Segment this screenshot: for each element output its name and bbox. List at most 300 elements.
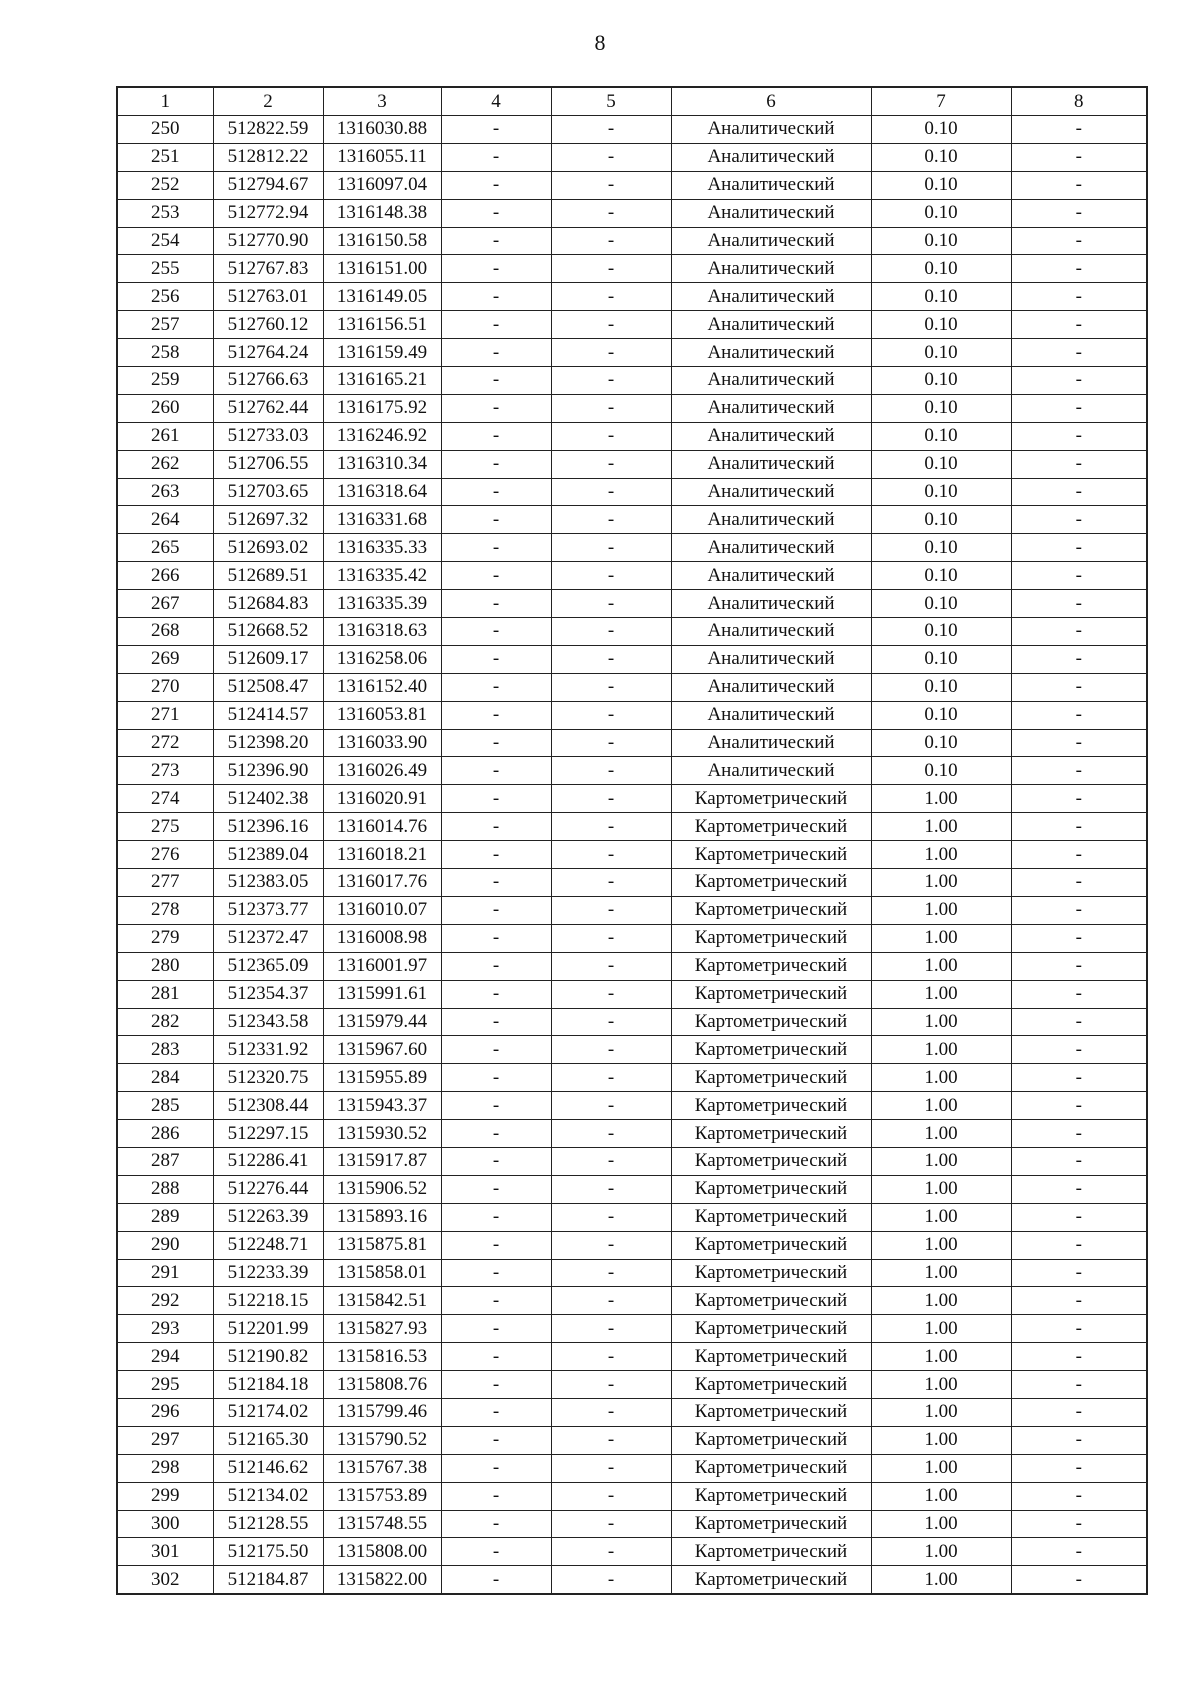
table-cell-col-6: Картометрический — [671, 1398, 871, 1426]
table-cell-col-3: 1316175.92 — [323, 394, 441, 422]
table-cell-col-1: 250 — [117, 116, 213, 144]
table-cell-col-3: 1316335.42 — [323, 562, 441, 590]
table-cell-col-3: 1316001.97 — [323, 952, 441, 980]
table-cell-col-2: 512373.77 — [213, 896, 323, 924]
table-cell-col-6: Картометрический — [671, 952, 871, 980]
table-cell-col-4: - — [441, 394, 551, 422]
table-cell-col-7: 1.00 — [871, 1120, 1011, 1148]
table-row — [117, 562, 1147, 590]
table-cell-col-5: - — [551, 1343, 671, 1371]
table-cell-col-8: - — [1011, 422, 1147, 450]
column-header-3: 3 — [323, 87, 441, 116]
table-cell-col-2: 512396.16 — [213, 813, 323, 841]
table-cell-col-3: 1315799.46 — [323, 1398, 441, 1426]
table-row — [117, 1259, 1147, 1287]
table-row — [117, 478, 1147, 506]
table-cell-col-5: - — [551, 785, 671, 813]
table-cell-col-8: - — [1011, 1510, 1147, 1538]
table-row — [117, 1398, 1147, 1426]
table-cell-col-7: 1.00 — [871, 1454, 1011, 1482]
table-row — [117, 1482, 1147, 1510]
table-cell-col-2: 512248.71 — [213, 1231, 323, 1259]
table-cell-col-3: 1316053.81 — [323, 701, 441, 729]
table-cell-col-8: - — [1011, 478, 1147, 506]
table-row — [117, 952, 1147, 980]
table-cell-col-6: Аналитический — [671, 562, 871, 590]
table-cell-col-5: - — [551, 255, 671, 283]
table-cell-col-4: - — [441, 199, 551, 227]
table-cell-col-4: - — [441, 813, 551, 841]
table-cell-col-8: - — [1011, 701, 1147, 729]
table-cell-col-7: 1.00 — [871, 924, 1011, 952]
table-cell-col-2: 512383.05 — [213, 869, 323, 897]
page-number: 8 — [594, 30, 606, 55]
table-cell-col-7: 1.00 — [871, 1482, 1011, 1510]
table-cell-col-8: - — [1011, 1203, 1147, 1231]
table-cell-col-4: - — [441, 1147, 551, 1175]
table-cell-col-8: - — [1011, 952, 1147, 980]
table-cell-col-8: - — [1011, 1231, 1147, 1259]
table-cell-col-1: 255 — [117, 255, 213, 283]
table-row — [117, 171, 1147, 199]
table-row — [117, 924, 1147, 952]
table-cell-col-4: - — [441, 506, 551, 534]
table-cell-col-7: 0.10 — [871, 283, 1011, 311]
table-cell-col-6: Картометрический — [671, 1147, 871, 1175]
coordinates-table — [116, 86, 1148, 1595]
table-cell-col-4: - — [441, 1454, 551, 1482]
table-cell-col-1: 285 — [117, 1092, 213, 1120]
table-cell-col-2: 512760.12 — [213, 311, 323, 339]
table-cell-col-4: - — [441, 255, 551, 283]
table-cell-col-1: 295 — [117, 1371, 213, 1399]
table-row — [117, 813, 1147, 841]
table-cell-col-3: 1316331.68 — [323, 506, 441, 534]
table-cell-col-3: 1315967.60 — [323, 1036, 441, 1064]
table-cell-col-6: Картометрический — [671, 1482, 871, 1510]
table-cell-col-2: 512286.41 — [213, 1147, 323, 1175]
table-cell-col-5: - — [551, 841, 671, 869]
table-cell-col-6: Картометрический — [671, 1371, 871, 1399]
table-cell-col-5: - — [551, 450, 671, 478]
table-cell-col-4: - — [441, 1231, 551, 1259]
table-cell-col-4: - — [441, 171, 551, 199]
table-row — [117, 1064, 1147, 1092]
table-cell-col-8: - — [1011, 869, 1147, 897]
table-cell-col-5: - — [551, 1064, 671, 1092]
table-cell-col-7: 1.00 — [871, 1538, 1011, 1566]
table-cell-col-2: 512706.55 — [213, 450, 323, 478]
table-cell-col-1: 258 — [117, 339, 213, 367]
table-cell-col-5: - — [551, 283, 671, 311]
table-cell-col-7: 1.00 — [871, 1510, 1011, 1538]
table-cell-col-8: - — [1011, 311, 1147, 339]
table-cell-col-5: - — [551, 1092, 671, 1120]
table-cell-col-4: - — [441, 116, 551, 144]
table-cell-col-4: - — [441, 283, 551, 311]
table-cell-col-1: 276 — [117, 841, 213, 869]
table-cell-col-3: 1316020.91 — [323, 785, 441, 813]
table-cell-col-7: 1.00 — [871, 1203, 1011, 1231]
table-cell-col-5: - — [551, 227, 671, 255]
table-cell-col-8: - — [1011, 562, 1147, 590]
table-cell-col-4: - — [441, 673, 551, 701]
table-cell-col-5: - — [551, 478, 671, 506]
table-row — [117, 645, 1147, 673]
table-cell-col-4: - — [441, 1482, 551, 1510]
table-cell-col-3: 1315930.52 — [323, 1120, 441, 1148]
table-row — [117, 116, 1147, 144]
table-cell-col-8: - — [1011, 283, 1147, 311]
table-cell-col-5: - — [551, 813, 671, 841]
table-cell-col-1: 261 — [117, 422, 213, 450]
table-cell-col-7: 1.00 — [871, 896, 1011, 924]
table-cell-col-2: 512697.32 — [213, 506, 323, 534]
table-cell-col-5: - — [551, 506, 671, 534]
table-cell-col-6: Картометрический — [671, 1315, 871, 1343]
table-cell-col-1: 270 — [117, 673, 213, 701]
table-cell-col-6: Картометрический — [671, 1120, 871, 1148]
table-cell-col-2: 512763.01 — [213, 283, 323, 311]
table-cell-col-5: - — [551, 952, 671, 980]
table-cell-col-8: - — [1011, 450, 1147, 478]
table-cell-col-7: 1.00 — [871, 1036, 1011, 1064]
table-cell-col-7: 1.00 — [871, 1231, 1011, 1259]
table-cell-col-5: - — [551, 729, 671, 757]
table-cell-col-4: - — [441, 1120, 551, 1148]
table-cell-col-3: 1316318.63 — [323, 618, 441, 646]
table-cell-col-3: 1316026.49 — [323, 757, 441, 785]
table-cell-col-4: - — [441, 227, 551, 255]
table-row — [117, 785, 1147, 813]
column-header-2: 2 — [213, 87, 323, 116]
table-cell-col-6: Картометрический — [671, 1566, 871, 1594]
table-cell-col-7: 1.00 — [871, 1147, 1011, 1175]
table-cell-col-6: Аналитический — [671, 255, 871, 283]
table-cell-col-3: 1316014.76 — [323, 813, 441, 841]
table-cell-col-4: - — [441, 143, 551, 171]
table-row — [117, 1538, 1147, 1566]
table-row — [117, 1510, 1147, 1538]
table-cell-col-1: 281 — [117, 980, 213, 1008]
table-cell-col-3: 1316010.07 — [323, 896, 441, 924]
table-cell-col-7: 0.10 — [871, 171, 1011, 199]
table-cell-col-5: - — [551, 1175, 671, 1203]
table-cell-col-1: 284 — [117, 1064, 213, 1092]
table-row — [117, 367, 1147, 395]
table-cell-col-2: 512372.47 — [213, 924, 323, 952]
table-cell-col-1: 260 — [117, 394, 213, 422]
table-cell-col-7: 1.00 — [871, 980, 1011, 1008]
table-cell-col-3: 1316008.98 — [323, 924, 441, 952]
table-row — [117, 1315, 1147, 1343]
table-cell-col-8: - — [1011, 1566, 1147, 1594]
table-row — [117, 1454, 1147, 1482]
table-cell-col-7: 0.10 — [871, 367, 1011, 395]
table-cell-col-7: 0.10 — [871, 506, 1011, 534]
table-cell-col-1: 298 — [117, 1454, 213, 1482]
table-cell-col-5: - — [551, 1454, 671, 1482]
table-cell-col-6: Аналитический — [671, 394, 871, 422]
table-cell-col-1: 290 — [117, 1231, 213, 1259]
table-cell-col-5: - — [551, 701, 671, 729]
table-cell-col-1: 272 — [117, 729, 213, 757]
table-cell-col-7: 1.00 — [871, 1566, 1011, 1594]
table-cell-col-4: - — [441, 1175, 551, 1203]
table-row — [117, 199, 1147, 227]
table-cell-col-1: 299 — [117, 1482, 213, 1510]
table-cell-col-8: - — [1011, 339, 1147, 367]
column-header-1: 1 — [117, 87, 213, 116]
table-cell-col-1: 273 — [117, 757, 213, 785]
table-cell-col-2: 512767.83 — [213, 255, 323, 283]
table-cell-col-7: 0.10 — [871, 311, 1011, 339]
table-cell-col-6: Аналитический — [671, 534, 871, 562]
table-cell-col-3: 1315842.51 — [323, 1287, 441, 1315]
table-cell-col-4: - — [441, 924, 551, 952]
table-row — [117, 757, 1147, 785]
table-cell-col-3: 1315767.38 — [323, 1454, 441, 1482]
table-cell-col-7: 1.00 — [871, 1398, 1011, 1426]
table-cell-col-4: - — [441, 1371, 551, 1399]
table-row — [117, 1371, 1147, 1399]
table-cell-col-4: - — [441, 1566, 551, 1594]
table-cell-col-4: - — [441, 534, 551, 562]
table-cell-col-4: - — [441, 757, 551, 785]
table-cell-col-2: 512146.62 — [213, 1454, 323, 1482]
table-cell-col-8: - — [1011, 757, 1147, 785]
table-cell-col-3: 1316165.21 — [323, 367, 441, 395]
table-cell-col-8: - — [1011, 1538, 1147, 1566]
table-cell-col-3: 1315753.89 — [323, 1482, 441, 1510]
table-cell-col-7: 1.00 — [871, 1259, 1011, 1287]
table-cell-col-1: 259 — [117, 367, 213, 395]
table-cell-col-6: Картометрический — [671, 924, 871, 952]
table-cell-col-4: - — [441, 729, 551, 757]
table-cell-col-3: 1315808.00 — [323, 1538, 441, 1566]
table-cell-col-2: 512389.04 — [213, 841, 323, 869]
table-cell-col-8: - — [1011, 255, 1147, 283]
table-cell-col-7: 1.00 — [871, 1064, 1011, 1092]
table-cell-col-3: 1316318.64 — [323, 478, 441, 506]
table-cell-col-5: - — [551, 1259, 671, 1287]
table-cell-col-8: - — [1011, 1064, 1147, 1092]
table-cell-col-6: Аналитический — [671, 311, 871, 339]
table-cell-col-8: - — [1011, 1398, 1147, 1426]
table-cell-col-3: 1316152.40 — [323, 673, 441, 701]
table-cell-col-1: 269 — [117, 645, 213, 673]
table-cell-col-5: - — [551, 562, 671, 590]
table-cell-col-6: Аналитический — [671, 227, 871, 255]
table-cell-col-3: 1316148.38 — [323, 199, 441, 227]
table-row — [117, 1343, 1147, 1371]
table-cell-col-8: - — [1011, 1287, 1147, 1315]
table-cell-col-2: 512184.87 — [213, 1566, 323, 1594]
table-row — [117, 1092, 1147, 1120]
table-cell-col-4: - — [441, 339, 551, 367]
table-cell-col-4: - — [441, 1203, 551, 1231]
table-cell-col-8: - — [1011, 1120, 1147, 1148]
table-cell-col-1: 291 — [117, 1259, 213, 1287]
table-cell-col-6: Аналитический — [671, 506, 871, 534]
table-cell-col-5: - — [551, 1203, 671, 1231]
table-cell-col-1: 254 — [117, 227, 213, 255]
table-cell-col-6: Картометрический — [671, 1008, 871, 1036]
table-cell-col-6: Картометрический — [671, 896, 871, 924]
table-cell-col-8: - — [1011, 785, 1147, 813]
table-cell-col-6: Аналитический — [671, 673, 871, 701]
table-cell-col-6: Аналитический — [671, 422, 871, 450]
table-cell-col-6: Аналитический — [671, 339, 871, 367]
table-cell-col-6: Аналитический — [671, 283, 871, 311]
table-cell-col-8: - — [1011, 1008, 1147, 1036]
table-cell-col-3: 1315917.87 — [323, 1147, 441, 1175]
table-cell-col-4: - — [441, 841, 551, 869]
table-cell-col-6: Картометрический — [671, 1426, 871, 1454]
table-cell-col-6: Аналитический — [671, 478, 871, 506]
table-cell-col-8: - — [1011, 1482, 1147, 1510]
table-cell-col-7: 1.00 — [871, 785, 1011, 813]
table-cell-col-2: 512764.24 — [213, 339, 323, 367]
table-cell-col-5: - — [551, 171, 671, 199]
table-cell-col-4: - — [441, 311, 551, 339]
table-cell-col-1: 301 — [117, 1538, 213, 1566]
table-cell-col-7: 0.10 — [871, 645, 1011, 673]
table-cell-col-6: Аналитический — [671, 450, 871, 478]
table-cell-col-1: 292 — [117, 1287, 213, 1315]
table-cell-col-3: 1315906.52 — [323, 1175, 441, 1203]
table-cell-col-5: - — [551, 645, 671, 673]
table-cell-col-7: 0.10 — [871, 339, 1011, 367]
table-cell-col-6: Картометрический — [671, 1454, 871, 1482]
table-cell-col-2: 512320.75 — [213, 1064, 323, 1092]
table-row — [117, 283, 1147, 311]
table-cell-col-1: 286 — [117, 1120, 213, 1148]
table-row — [117, 1231, 1147, 1259]
table-cell-col-6: Картометрический — [671, 980, 871, 1008]
table-cell-col-5: - — [551, 869, 671, 897]
table-cell-col-3: 1316149.05 — [323, 283, 441, 311]
table-row — [117, 506, 1147, 534]
table-cell-col-3: 1316335.33 — [323, 534, 441, 562]
table-cell-col-3: 1316033.90 — [323, 729, 441, 757]
table-cell-col-2: 512794.67 — [213, 171, 323, 199]
table-row — [117, 255, 1147, 283]
table-cell-col-7: 0.10 — [871, 255, 1011, 283]
table-cell-col-7: 0.10 — [871, 562, 1011, 590]
table-cell-col-5: - — [551, 1371, 671, 1399]
table-cell-col-7: 1.00 — [871, 1343, 1011, 1371]
table-row — [117, 590, 1147, 618]
table-cell-col-1: 282 — [117, 1008, 213, 1036]
table-cell-col-6: Аналитический — [671, 645, 871, 673]
table-cell-col-8: - — [1011, 143, 1147, 171]
table-cell-col-6: Аналитический — [671, 171, 871, 199]
table-cell-col-6: Картометрический — [671, 1092, 871, 1120]
table-cell-col-3: 1315943.37 — [323, 1092, 441, 1120]
table-cell-col-6: Аналитический — [671, 199, 871, 227]
table-cell-col-3: 1315827.93 — [323, 1315, 441, 1343]
table-cell-col-3: 1315991.61 — [323, 980, 441, 1008]
table-row — [117, 534, 1147, 562]
table-cell-col-7: 1.00 — [871, 813, 1011, 841]
table-cell-col-5: - — [551, 1287, 671, 1315]
table-cell-col-8: - — [1011, 394, 1147, 422]
column-header-6: 6 — [671, 87, 871, 116]
table-cell-col-2: 512354.37 — [213, 980, 323, 1008]
table-cell-col-4: - — [441, 785, 551, 813]
table-cell-col-1: 256 — [117, 283, 213, 311]
table-row — [117, 422, 1147, 450]
table-cell-col-6: Аналитический — [671, 116, 871, 144]
table-cell-col-7: 0.10 — [871, 590, 1011, 618]
table-cell-col-8: - — [1011, 227, 1147, 255]
table-cell-col-3: 1315893.16 — [323, 1203, 441, 1231]
table-row — [117, 729, 1147, 757]
table-cell-col-1: 252 — [117, 171, 213, 199]
table-cell-col-1: 288 — [117, 1175, 213, 1203]
table-cell-col-3: 1315955.89 — [323, 1064, 441, 1092]
table-cell-col-5: - — [551, 116, 671, 144]
table-cell-col-7: 1.00 — [871, 1008, 1011, 1036]
table-cell-col-3: 1315790.52 — [323, 1426, 441, 1454]
table-cell-col-7: 1.00 — [871, 1371, 1011, 1399]
table-cell-col-6: Картометрический — [671, 1203, 871, 1231]
table-cell-col-5: - — [551, 1482, 671, 1510]
table-cell-col-4: - — [441, 1343, 551, 1371]
table-cell-col-8: - — [1011, 1371, 1147, 1399]
table-cell-col-2: 512772.94 — [213, 199, 323, 227]
table-row — [117, 869, 1147, 897]
table-cell-col-3: 1315858.01 — [323, 1259, 441, 1287]
table-cell-col-4: - — [441, 562, 551, 590]
table-cell-col-6: Картометрический — [671, 785, 871, 813]
table-cell-col-1: 268 — [117, 618, 213, 646]
table-row — [117, 1036, 1147, 1064]
table-cell-col-7: 0.10 — [871, 422, 1011, 450]
table-row — [117, 339, 1147, 367]
table-cell-col-6: Аналитический — [671, 701, 871, 729]
table-cell-col-4: - — [441, 896, 551, 924]
table-cell-col-3: 1315822.00 — [323, 1566, 441, 1594]
table-cell-col-3: 1316150.58 — [323, 227, 441, 255]
table-cell-col-2: 512396.90 — [213, 757, 323, 785]
table-cell-col-4: - — [441, 869, 551, 897]
table-cell-col-6: Картометрический — [671, 1231, 871, 1259]
table-cell-col-8: - — [1011, 813, 1147, 841]
table-cell-col-4: - — [441, 952, 551, 980]
table-cell-col-2: 512609.17 — [213, 645, 323, 673]
table-cell-col-2: 512233.39 — [213, 1259, 323, 1287]
table-cell-col-2: 512175.50 — [213, 1538, 323, 1566]
table-cell-col-6: Картометрический — [671, 1259, 871, 1287]
table-cell-col-4: - — [441, 590, 551, 618]
table-cell-col-2: 512770.90 — [213, 227, 323, 255]
table-cell-col-1: 287 — [117, 1147, 213, 1175]
table-cell-col-6: Картометрический — [671, 1064, 871, 1092]
table-cell-col-7: 1.00 — [871, 1175, 1011, 1203]
table-cell-col-8: - — [1011, 1147, 1147, 1175]
table-cell-col-3: 1315816.53 — [323, 1343, 441, 1371]
table-cell-col-7: 0.10 — [871, 729, 1011, 757]
table-cell-col-8: - — [1011, 1092, 1147, 1120]
table-cell-col-1: 251 — [117, 143, 213, 171]
table-cell-col-3: 1316097.04 — [323, 171, 441, 199]
table-row — [117, 1203, 1147, 1231]
table-cell-col-8: - — [1011, 367, 1147, 395]
table-cell-col-5: - — [551, 1510, 671, 1538]
table-row — [117, 1287, 1147, 1315]
